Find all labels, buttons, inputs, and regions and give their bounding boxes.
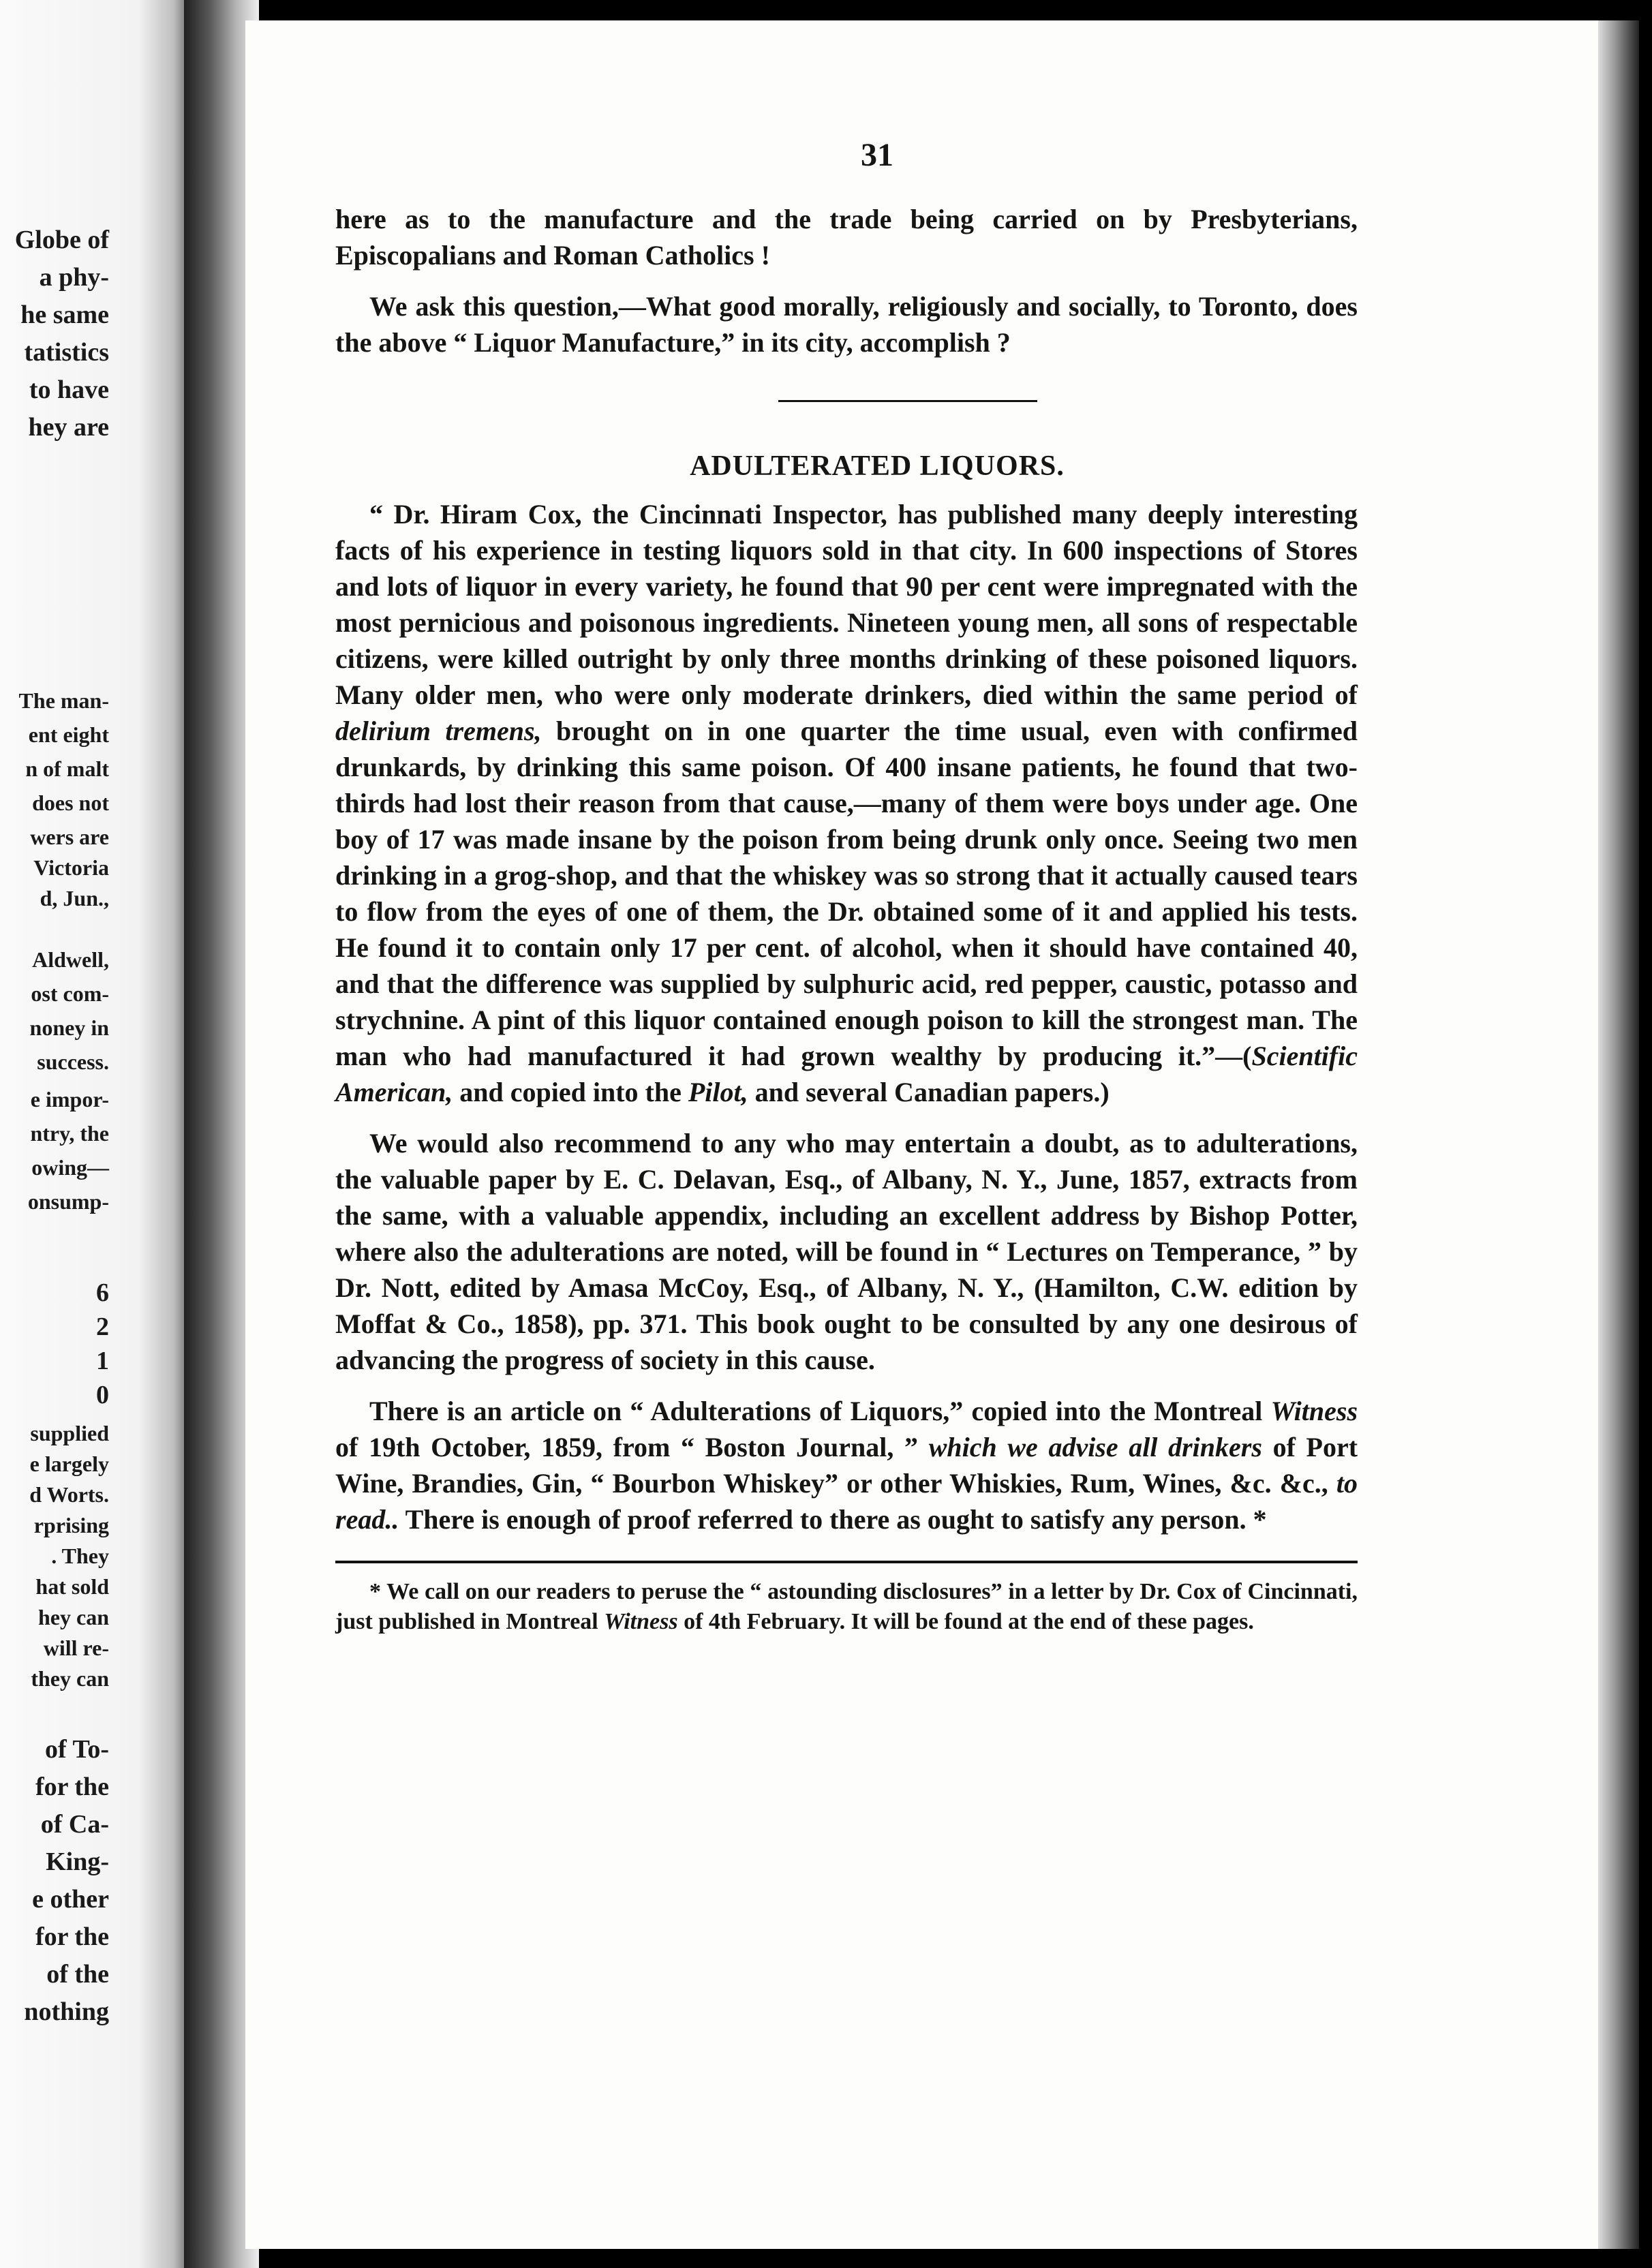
question-paragraph: We ask this question,—What good morally, religiously and socially, to Toronto, does the above “ Liquor Manufacture,” in its city, accomplish ?	[335, 291, 1358, 358]
quote-italic-term: delirium tremens,	[335, 716, 542, 746]
left-page-text-fragment: he same	[20, 301, 109, 329]
left-page-text-fragment: n of malt	[25, 756, 109, 781]
footnote-text: of 4th February. It will be found at the end of these pages.	[684, 1609, 1254, 1634]
left-page-text-fragment: does not	[32, 791, 109, 815]
left-page-text-fragment: for the	[35, 1773, 109, 1801]
left-page-text-fragment: e impor-	[30, 1087, 109, 1112]
quote-source-title: Pilot,	[688, 1077, 748, 1107]
left-page-text-fragment: tatistics	[24, 338, 109, 367]
article-paragraph	[335, 1393, 1358, 1537]
left-page-text-fragment: wers are	[30, 825, 109, 849]
footnote	[335, 1577, 1358, 1637]
quote-text: “ Dr. Hiram Cox, the Cincinnati Inspector, has published many deeply interesting facts of his experience in testing liquors sold in that city. In 600 inspections of Stores and lots of liquor in every variety, he found that 90 per cent were impregnated with the most pernicious and poisonous ingredients. Nineteen young men, all sons of respectable citizens, were killed outright by only three months drinking of these poisoned liquors. Many older men, who were only moderate drinkers, died within the same period of	[335, 499, 1358, 710]
left-page-text-fragment: for the	[35, 1922, 109, 1951]
left-page-text-fragment: King-	[46, 1848, 109, 1876]
left-page-text-fragment: success.	[37, 1049, 109, 1074]
left-page-text-fragment: hey can	[38, 1605, 109, 1629]
left-page-text-fragment: 6	[96, 1278, 109, 1307]
left-page-text-fragment: they can	[31, 1666, 109, 1691]
left-page-text-fragment: to have	[29, 376, 109, 404]
left-page-text-fragment: The man-	[18, 688, 109, 713]
left-page-text-fragment: of the	[46, 1960, 109, 1989]
article-italic-phrase: to read..	[335, 1468, 1358, 1535]
left-page-text-fragment: onsump-	[27, 1189, 109, 1214]
left-page-text-fragment: Globe of	[14, 226, 109, 254]
left-page-text-fragment: nothing	[24, 1997, 109, 2026]
left-page-text-fragment: e other	[32, 1885, 109, 1914]
footnote-source-title: Witness	[604, 1609, 678, 1634]
left-page-text-fragment: d Worts.	[29, 1482, 109, 1507]
quote-source-title: Scientific American,	[335, 1041, 1358, 1107]
intro-paragraph: here as to the manufacture and the trade being carried on by Presbyterians, Episcopalians and Roman Catholics !	[335, 204, 1358, 271]
left-page-text-fragment: e largely	[29, 1452, 109, 1476]
quote-text: and several Canadian papers.)	[754, 1077, 1110, 1107]
quote-paragraph	[335, 496, 1358, 1110]
article-text: of 19th October, 1859, from “ Boston Journal, ”	[335, 1432, 919, 1462]
footnote-divider	[335, 1561, 1358, 1563]
left-page-text-fragment: ent eight	[28, 722, 109, 747]
adjacent-page-fragment	[0, 0, 198, 2268]
left-page-text-fragment: owing—	[31, 1155, 109, 1180]
article-text: There is an article on “ Adulterations of Liquors,” copied into the Montreal	[369, 1396, 1263, 1426]
left-page-text-fragment: ntry, the	[30, 1121, 109, 1146]
left-page-text-fragment: Aldwell,	[32, 947, 109, 972]
article-italic-phrase: which we advise all drinkers	[928, 1432, 1262, 1462]
section-divider	[778, 400, 1037, 402]
left-page-text-fragment: rprising	[33, 1513, 109, 1537]
page-number: 31	[861, 137, 893, 173]
left-page-text-fragment: 0	[96, 1381, 109, 1409]
left-page-text-fragment: . They	[51, 1544, 109, 1568]
recommend-paragraph: We would also recommend to any who may entertain a doubt, as to adulterations, the valuable paper by E. C. Delavan, Esq., of Albany, N. Y., June, 1857, extracts from the same, with a valuable appendix, including an excellent address by Bishop Potter, where also the adulterations are noted, will be found in “ Lectures on Temperance, ” by Dr. Nott, edited by Amasa McCoy, Esq., of Albany, N. Y., (Hamilton, C.W. edition by Moffat & Co., 1858), pp. 371. This book ought to be consulted by any one desirous of advancing the progress of society in this cause.	[335, 1128, 1358, 1375]
page-content	[335, 136, 1358, 1637]
left-page-text-fragment: Victoria	[33, 855, 109, 880]
left-page-text-fragment: d, Jun.,	[40, 886, 109, 910]
left-page-text-fragment: a phy-	[39, 263, 109, 292]
article-source-title: Witness	[1270, 1396, 1358, 1426]
article-text: of Port Wine, Brandies, Gin, “ Bourbon Whiskey” or other Whiskies, Rum, Wines, &c. &c.,	[335, 1432, 1358, 1499]
page-edge	[1598, 20, 1639, 2249]
left-page-text-fragment: of Ca-	[40, 1810, 109, 1839]
left-page-text-fragment: supplied	[30, 1421, 109, 1445]
left-page-text-fragment: of To-	[45, 1735, 109, 1764]
left-page-text-fragment: 2	[96, 1313, 109, 1341]
quote-text: brought on in one quarter the time usual, even with confirmed drunkards, by drinking this same poison. Of 400 insane patients, he found that two-thirds had lost their reason from that cause,—many of them were boys under age. One boy of 17 was made insane by the poison from being drunk only once. Seeing two men drinking in a grog-shop, and that the whiskey was so strong that it actually caused tears to flow from the eyes of one of them, the Dr. obtained some of it and applied his tests. He found it to contain only 17 per cent. of alcohol, when it should have contained 40, and that the difference was supplied by sulphuric acid, red pepper, caustic, potasso and strychnine. A pint of this liquor contained enough poison to kill the strongest man. The man who had manufactured it had grown wealthy by producing it.”—(	[335, 716, 1358, 1071]
left-page-text-fragment: hat sold	[35, 1574, 109, 1599]
article-text: There is enough of proof referred to there as ought to satisfy any person. *	[405, 1504, 1267, 1535]
section-title: ADULTERATED LIQUORS.	[690, 450, 1065, 482]
quote-text: and copied into the	[459, 1077, 682, 1107]
left-page-text-fragment: ost com-	[31, 981, 109, 1006]
footnote-text: * We call on our readers to peruse the “ astounding disclosures” in a letter by Dr. Cox of Cincinnati, just published in Montreal	[335, 1579, 1358, 1634]
left-page-text-fragment: 1	[96, 1347, 109, 1375]
left-page-text-fragment: noney in	[29, 1015, 109, 1040]
left-page-text-fragment: will re-	[43, 1636, 109, 1660]
left-page-text-fragment: hey are	[28, 413, 109, 442]
